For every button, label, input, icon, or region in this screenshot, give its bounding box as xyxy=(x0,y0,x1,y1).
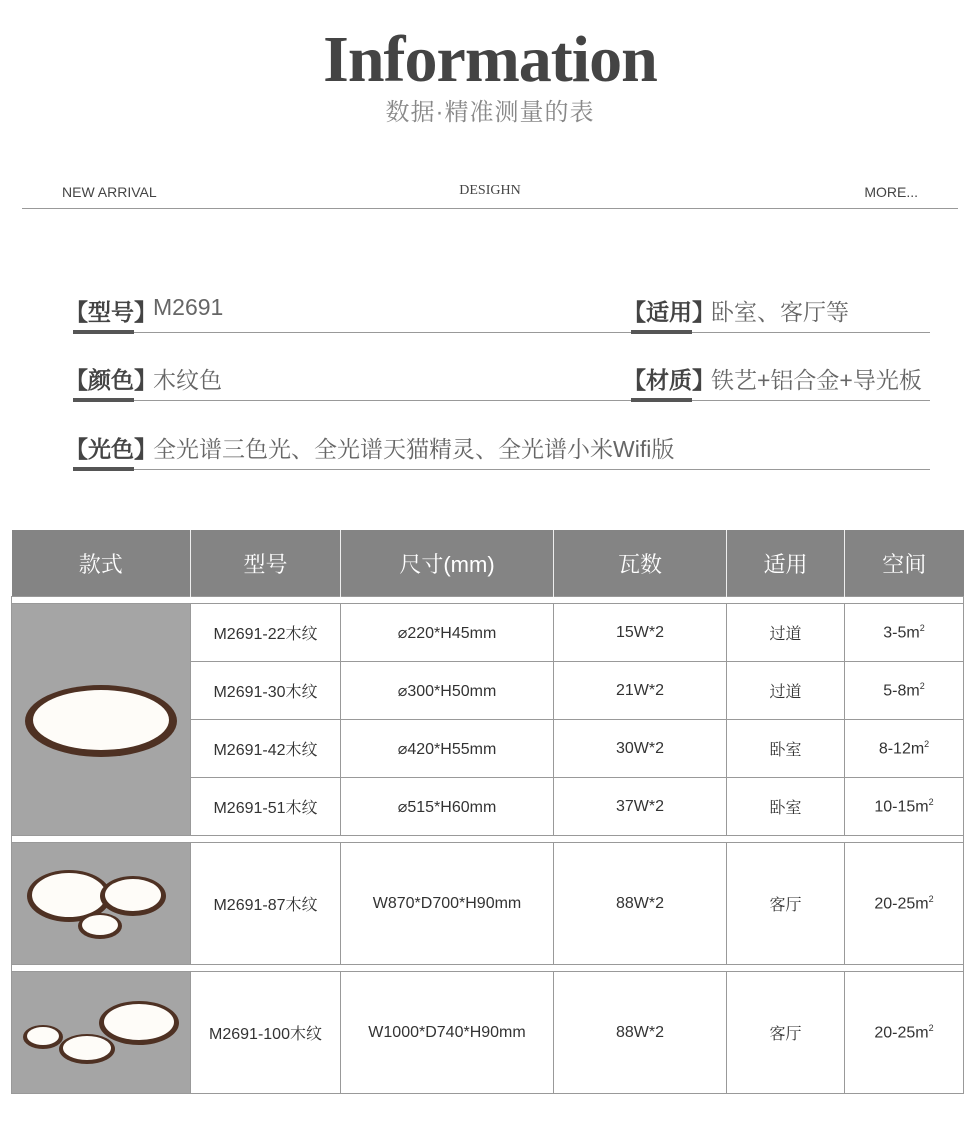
table-row xyxy=(12,604,964,662)
spec-row-1 xyxy=(65,282,930,333)
product-image xyxy=(12,972,191,1094)
single-round-lamp-icon xyxy=(21,675,181,765)
cell-model: M2691-51木纹 xyxy=(191,778,341,836)
cell-watt: 88W*2 xyxy=(554,972,727,1094)
cell-watt: 37W*2 xyxy=(554,778,727,836)
header-model: 型号 xyxy=(191,530,341,597)
three-round-lamp-icon xyxy=(21,864,181,944)
header-wattage: 瓦数 xyxy=(554,530,727,597)
spec-usage-value: 卧室、客厅等 xyxy=(711,299,849,325)
cell-room: 客厅 xyxy=(727,972,845,1094)
table-header-row xyxy=(12,530,964,597)
header-space: 空间 xyxy=(845,530,964,597)
cell-model: M2691-22木纹 xyxy=(191,604,341,662)
table-row xyxy=(12,972,964,1094)
spec-underline xyxy=(73,398,134,402)
spec-light xyxy=(65,419,930,469)
spec-usage xyxy=(623,282,930,332)
spec-usage-label: 【适用】 xyxy=(623,299,715,325)
cell-model: M2691-87木纹 xyxy=(191,843,341,965)
spec-color-value: 木纹色 xyxy=(153,367,222,393)
cell-space: $10-15m^2$ xyxy=(845,778,964,836)
spec-light-value: 全光谱三色光、全光谱天猫精灵、全光谱小米Wifi版 xyxy=(153,436,675,462)
cell-size: W1000*D740*H90mm xyxy=(341,972,554,1094)
cell-watt: 88W*2 xyxy=(554,843,727,965)
cell-room: 过道 xyxy=(727,604,845,662)
product-table xyxy=(11,530,964,1094)
three-round-lamp-linear-icon xyxy=(21,993,181,1073)
cell-space: $3-5m^2$ xyxy=(845,604,964,662)
product-image xyxy=(12,604,191,836)
cell-model: M2691-100木纹 xyxy=(191,972,341,1094)
cell-space: $8-12m^2$ xyxy=(845,720,964,778)
cell-size: ⌀220*H45mm xyxy=(341,604,554,662)
header-size: 尺寸(mm) xyxy=(341,530,554,597)
header-usage: 适用 xyxy=(727,530,845,597)
spec-material-value: 铁艺+铝合金+导光板 xyxy=(711,367,922,393)
spec-underline xyxy=(73,330,134,334)
cell-model: M2691-42木纹 xyxy=(191,720,341,778)
spec-light-label: 【光色】 xyxy=(65,436,157,462)
spec-underline xyxy=(631,398,692,402)
product-image xyxy=(12,843,191,965)
cell-size: W870*D700*H90mm xyxy=(341,843,554,965)
cell-room: 过道 xyxy=(727,662,845,720)
cell-size: ⌀300*H50mm xyxy=(341,662,554,720)
spec-row-3 xyxy=(65,419,930,470)
spec-model-label: 【型号】 xyxy=(65,299,157,325)
spec-model-value: M2691 xyxy=(153,294,224,320)
spec-underline xyxy=(73,467,134,471)
cell-space: $20-25m^2$ xyxy=(845,843,964,965)
page-subtitle: 数据·精准测量的表 xyxy=(385,99,595,126)
cell-space: $5-8m^2$ xyxy=(845,662,964,720)
cell-watt: 30W*2 xyxy=(554,720,727,778)
spec-material-label: 【材质】 xyxy=(623,367,715,393)
cell-room: 卧室 xyxy=(727,778,845,836)
spec-color xyxy=(65,350,473,400)
cell-size: ⌀420*H55mm xyxy=(341,720,554,778)
nav-design-link[interactable]: DESIGHN xyxy=(459,183,521,198)
nav-bar xyxy=(22,178,958,209)
nav-more-link[interactable]: MORE... xyxy=(864,184,918,200)
page-title: Information xyxy=(323,23,657,96)
cell-size: ⌀515*H60mm xyxy=(341,778,554,836)
cell-room: 卧室 xyxy=(727,720,845,778)
cell-room: 客厅 xyxy=(727,843,845,965)
spec-material xyxy=(623,350,930,400)
spec-model xyxy=(65,282,473,332)
cell-space: $20-25m^2$ xyxy=(845,972,964,1094)
header-style: 款式 xyxy=(12,530,191,597)
spec-row-2 xyxy=(65,350,930,401)
nav-new-arrival-link[interactable]: NEW ARRIVAL xyxy=(62,184,157,200)
spec-color-label: 【颜色】 xyxy=(65,367,157,393)
table-row xyxy=(12,843,964,965)
cell-watt: 15W*2 xyxy=(554,604,727,662)
cell-watt: 21W*2 xyxy=(554,662,727,720)
spec-underline xyxy=(631,330,692,334)
cell-model: M2691-30木纹 xyxy=(191,662,341,720)
